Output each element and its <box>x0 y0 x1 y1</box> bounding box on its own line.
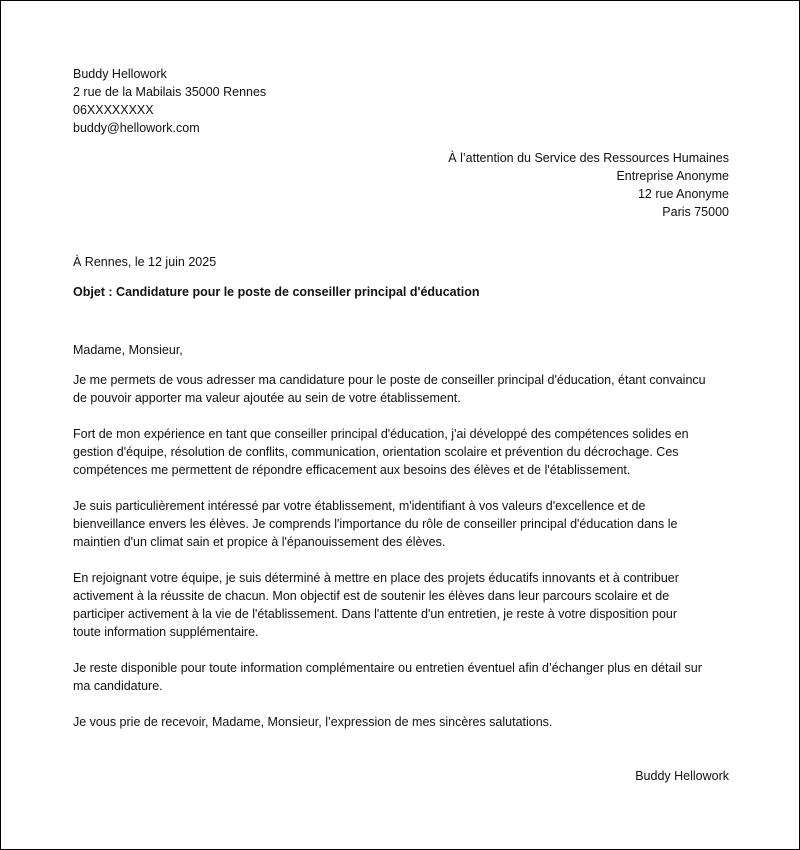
paragraph-5 <box>73 659 729 695</box>
subject-line: Objet : Candidature pour le poste de conseiller principal d'éducation <box>73 285 480 299</box>
paragraph-line: maintien d'un climat sain et propice à l'épanouissement des élèves. <box>73 535 446 549</box>
paragraph-1 <box>73 371 729 407</box>
paragraph-line: Je reste disponible pour toute information complémentaire ou entretien éventuel afin d’échanger plus en détail sur <box>73 661 702 675</box>
sender-block <box>73 65 729 137</box>
paragraph-line: activement à la réussite de chacun. Mon objectif est de soutenir les élèves dans leur parcours scolaire et de <box>73 589 670 603</box>
sender-email: buddy@hellowork.com <box>73 121 200 135</box>
paragraph-line: compétences me permettent de répondre efficacement aux besoins des élèves et de l'établissement. <box>73 463 631 477</box>
paragraph-line: Je suis particulièrement intéressé par votre établissement, m'identifiant à vos valeurs d'excellence et de <box>73 499 646 513</box>
sender-name: Buddy Hellowork <box>73 67 167 81</box>
paragraph-line: Je me permets de vous adresser ma candidature pour le poste de conseiller principal d'éducation, étant convaincu <box>73 373 706 387</box>
paragraph-line: ma candidature. <box>73 679 163 693</box>
recipient-attention: À l’attention du Service des Ressources Humaines <box>448 151 729 165</box>
recipient-block <box>73 149 729 221</box>
paragraph-3 <box>73 497 729 551</box>
sender-address: 2 rue de la Mabilais 35000 Rennes <box>73 85 267 99</box>
paragraph-line: de pouvoir apporter ma valeur ajoutée au sein de votre établissement. <box>73 391 461 405</box>
recipient-company: Entreprise Anonyme <box>616 169 729 183</box>
paragraph-2 <box>73 425 729 479</box>
paragraph-line: participer activement à la vie de l'établissement. Dans l'attente d'un entretien, je reste à votre disposition pour <box>73 607 678 621</box>
paragraph-line: toute information supplémentaire. <box>73 625 259 639</box>
sender-phone: 06XXXXXXXX <box>73 103 154 117</box>
closing-formula: Je vous prie de recevoir, Madame, Monsieur, l’expression de mes sincères salutations. <box>73 715 553 729</box>
paragraph-line: gestion d'équipe, résolution de conflits, communication, orientation scolaire et prévention du décrochage. Ces <box>73 445 679 459</box>
signature: Buddy Hellowork <box>635 769 729 783</box>
paragraph-line: Fort de mon expérience en tant que conseiller principal d'éducation, j'ai développé des compétences solides en <box>73 427 689 441</box>
salutation: Madame, Monsieur, <box>73 343 183 357</box>
date-line: À Rennes, le 12 juin 2025 <box>73 255 217 269</box>
recipient-city: Paris 75000 <box>662 205 729 219</box>
paragraph-line: bienveillance envers les élèves. Je comprends l'importance du rôle de conseiller principal d'éducation dans le <box>73 517 678 531</box>
paragraph-line: En rejoignant votre équipe, je suis déterminé à mettre en place des projets éducatifs innovants et à contribuer <box>73 571 679 585</box>
recipient-street: 12 rue Anonyme <box>637 187 729 201</box>
paragraph-4 <box>73 569 729 641</box>
